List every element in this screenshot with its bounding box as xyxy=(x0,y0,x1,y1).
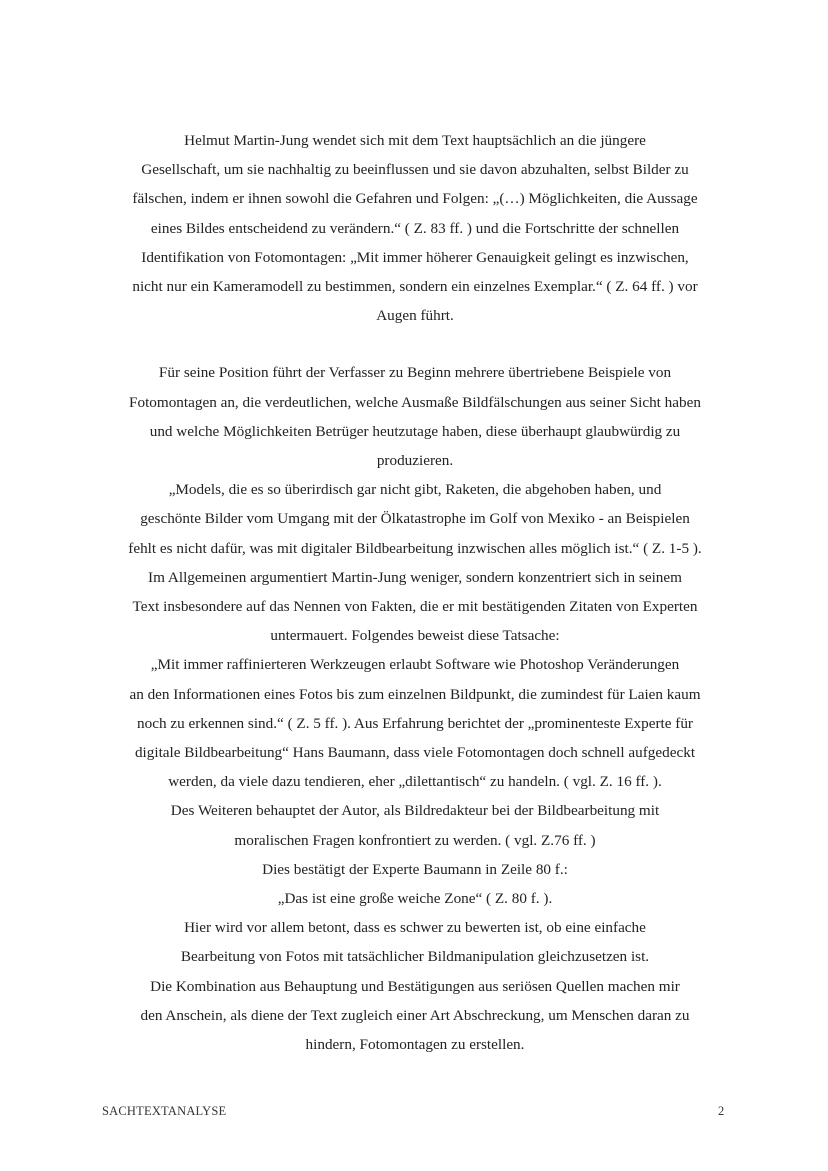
text-line: und welche Möglichkeiten Betrüger heutzutage haben, diese überhaupt glaubwürdig zu xyxy=(149,422,681,440)
text-line: untermauert. Folgendes beweist diese Tatsache: xyxy=(270,627,560,645)
text-line: fehlt es nicht dafür, was mit digitaler Bildbearbeitung inzwischen alles möglich ist.“ ( Z. 1-5 ). xyxy=(128,539,702,557)
paragraph-1 xyxy=(95,126,735,330)
text-line: „Models, die es so überirdisch gar nicht gibt, Raketen, die abgehoben haben, und xyxy=(168,481,662,499)
text-line: Bearbeitung von Fotos mit tatsächlicher Bildmanipulation gleichzusetzen ist. xyxy=(180,948,650,966)
text-line: hindern, Fotomontagen zu erstellen. xyxy=(305,1036,525,1054)
text-line: moralischen Fragen konfrontiert zu werden. ( vgl. Z.76 ff. ) xyxy=(234,831,596,849)
text-line: Im Allgemeinen argumentiert Martin-Jung weniger, sondern konzentriert sich in seinem xyxy=(148,568,682,586)
text-line: „Mit immer raffinierteren Werkzeugen erlaubt Software wie Photoshop Veränderungen xyxy=(150,656,680,674)
page-number: 2 xyxy=(718,1104,725,1118)
text-line: Gesellschaft, um sie nachhaltig zu beeinflussen und sie davon abzuhalten, selbst Bilder zu xyxy=(141,161,689,179)
text-line: Augen führt. xyxy=(376,307,454,325)
text-line: produzieren. xyxy=(376,452,454,470)
text-line: digitale Bildbearbeitung“ Hans Baumann, dass viele Fotomontagen doch schnell aufgedeckt xyxy=(134,744,696,762)
text-line: Fotomontagen an, die verdeutlichen, welche Ausmaße Bildfälschungen aus seiner Sicht haben xyxy=(129,393,701,411)
text-line: Für seine Position führt der Verfasser zu Beginn mehrere übertriebene Beispiele von xyxy=(158,364,672,382)
text-line: „Das ist eine große weiche Zone“ ( Z. 80 f. ). xyxy=(277,890,553,908)
text-line: eines Bildes entscheidend zu verändern.“ ( Z. 83 ff. ) und die Fortschritte der schnellen xyxy=(150,219,680,237)
text-line: werden, da viele dazu tendieren, eher „dilettantisch“ zu handeln. ( vgl. Z. 16 ff. ). xyxy=(168,773,662,791)
text-line: den Anschein, als diene der Text zugleich einer Art Abschreckung, um Menschen daran zu xyxy=(140,1006,690,1024)
text-line: Die Kombination aus Behauptung und Bestätigungen aus seriösen Quellen machen mir xyxy=(150,977,680,995)
paragraph-2 xyxy=(95,358,735,1059)
text-line: Dies bestätigt der Experte Baumann in Zeile 80 f.: xyxy=(262,860,568,878)
footer-title: SACHTEXTANALYSE xyxy=(102,1104,227,1118)
text-line: Identifikation von Fotomontagen: „Mit immer höherer Genauigkeit gelingt es inzwischen, xyxy=(141,248,689,266)
text-line: Des Weiteren behauptet der Autor, als Bildredakteur bei der Bildbearbeitung mit xyxy=(170,802,660,820)
text-line: Text insbesondere auf das Nennen von Fakten, die er mit bestätigenden Zitaten von Experten xyxy=(132,598,698,616)
text-line: Hier wird vor allem betont, dass es schwer zu bewerten ist, ob eine einfache xyxy=(184,919,646,937)
text-line: fälschen, indem er ihnen sowohl die Gefahren und Folgen: „(…) Möglichkeiten, die Aussage xyxy=(132,190,698,208)
text-line: nicht nur ein Kameramodell zu bestimmen, sondern ein einzelnes Exemplar.“ ( Z. 64 ff. ) vor xyxy=(132,278,698,296)
paragraph-spacer xyxy=(95,330,735,358)
text-line: Helmut Martin-Jung wendet sich mit dem Text hauptsächlich an die jüngere xyxy=(184,132,646,149)
text-line: an den Informationen eines Fotos bis zum einzelnen Bildpunkt, die zumindest für Laien kaum xyxy=(129,685,701,703)
text-line: geschönte Bilder vom Umgang mit der Ölkatastrophe im Golf von Mexiko - an Beispielen xyxy=(140,510,690,528)
text-line: noch zu erkennen sind.“ ( Z. 5 ff. ). Aus Erfahrung berichtet der „prominenteste Experte für xyxy=(137,714,693,732)
document-body xyxy=(95,126,735,1059)
